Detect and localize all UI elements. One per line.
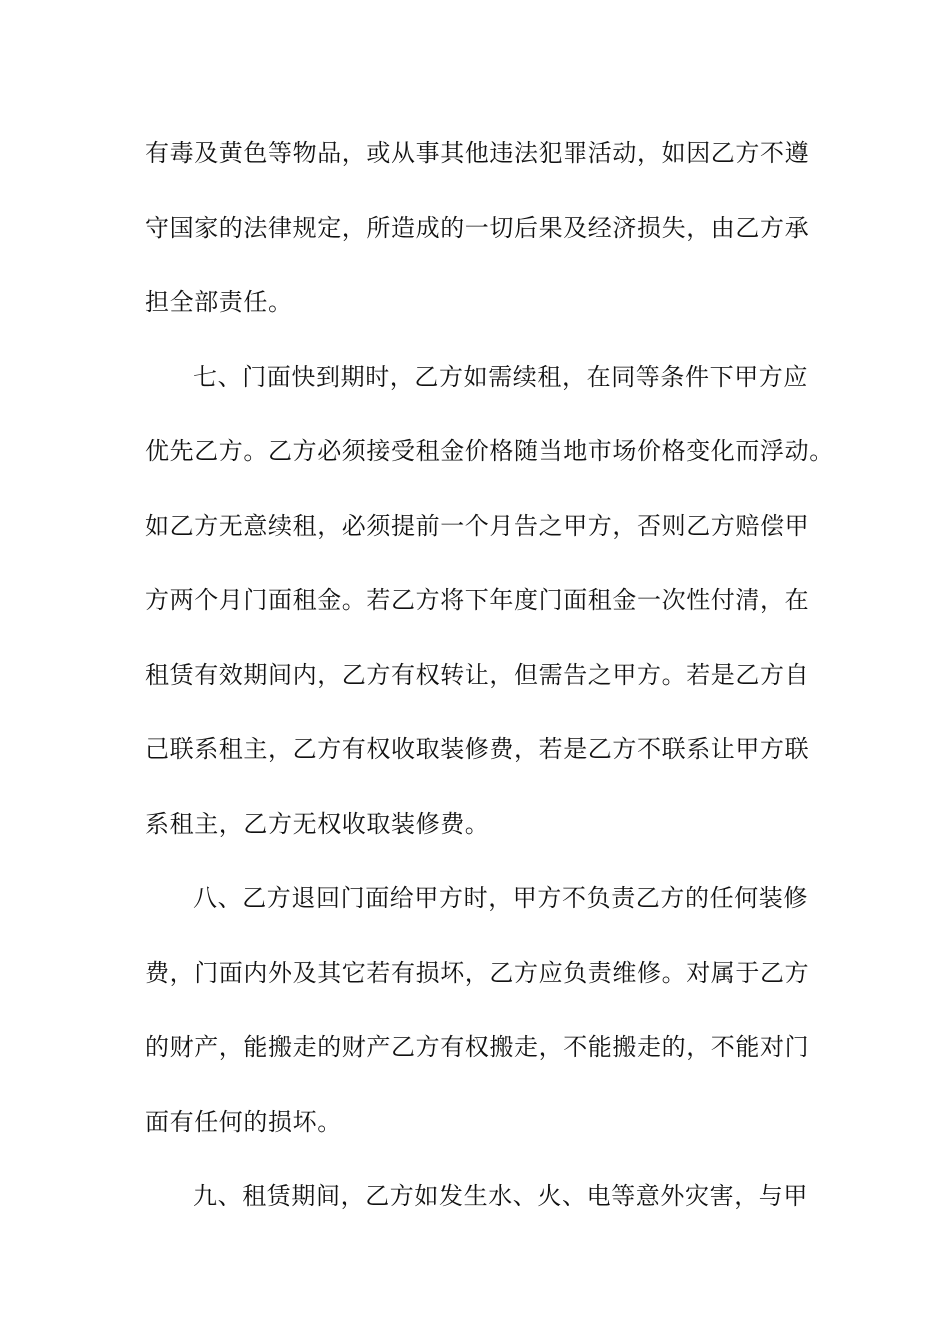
clause-7-first-line: 七、门面快到期时，乙方如需续租，在同等条件下甲方应 <box>193 362 808 391</box>
text-line: 系租主，乙方无权收取装修费。 <box>145 809 490 838</box>
text-line: 费，门面内外及其它若有损坏，乙方应负责维修。对属于乙方 <box>145 958 810 987</box>
text-line: 优先乙方。乙方必须接受租金价格随当地市场价格变化而浮动。 <box>145 437 834 465</box>
text-line: 守国家的法律规定，所造成的一切后果及经济损失，由乙方承 <box>145 213 810 242</box>
text-line: 的财产，能搬走的财产乙方有权搬走，不能搬走的，不能对门 <box>145 1033 810 1061</box>
text-line: 己联系租主，乙方有权收取装修费，若是乙方不联系让甲方联 <box>145 735 810 763</box>
text-line: 方两个月门面租金。若乙方将下年度门面租金一次性付清，在 <box>145 586 810 614</box>
clause-9-first-line: 九、租赁期间，乙方如发生水、火、电等意外灾害，与甲 <box>193 1182 808 1210</box>
text-line: 担全部责任。 <box>145 288 293 316</box>
clause-8-first-line: 八、乙方退回门面给甲方时，甲方不负责乙方的任何装修 <box>193 884 808 912</box>
text-line: 有毒及黄色等物品，或从事其他违法犯罪活动，如因乙方不遵 <box>145 139 810 167</box>
text-line: 如乙方无意续租，必须提前一个月告之甲方，否则乙方赔偿甲 <box>145 511 810 540</box>
text-line: 面有任何的损坏。 <box>145 1107 342 1136</box>
text-line: 租赁有效期间内，乙方有权转让，但需告之甲方。若是乙方自 <box>145 660 810 689</box>
document-body <box>145 130 834 1248</box>
